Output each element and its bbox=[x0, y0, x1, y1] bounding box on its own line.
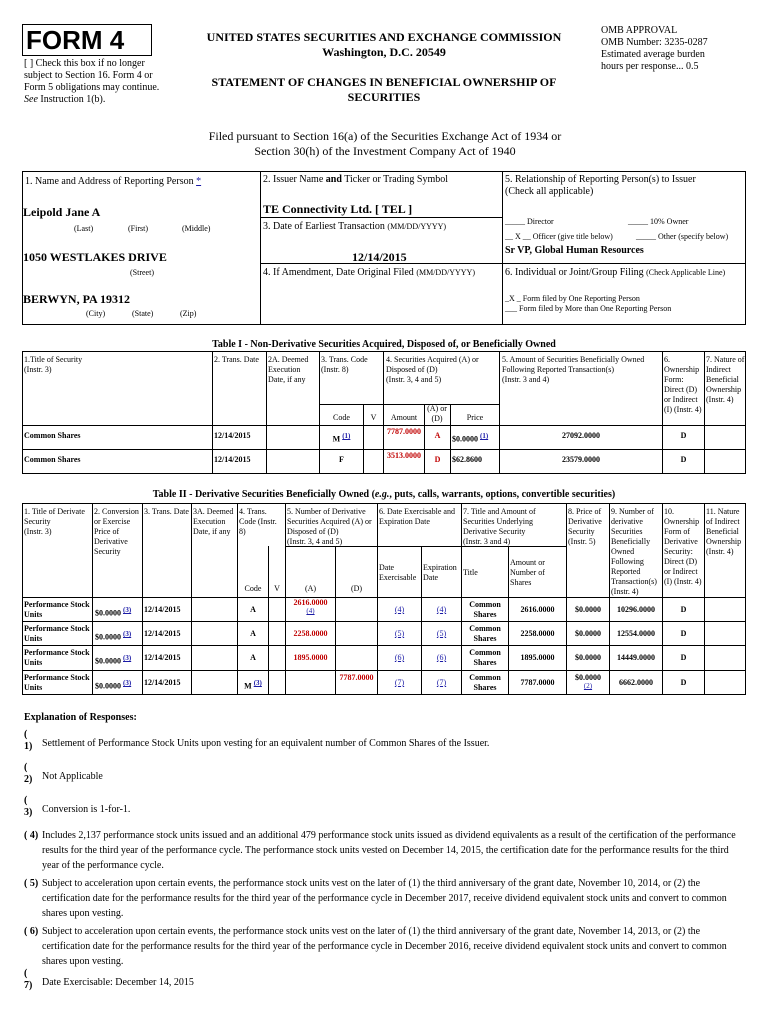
t2-row-underlying-title: Common Shares bbox=[469, 648, 501, 667]
note-number: ( 5) bbox=[24, 878, 39, 889]
t1-aord-header: (A) or (D) bbox=[427, 404, 447, 423]
omb-box bbox=[601, 25, 761, 73]
t2-row-underlying-title: Common Shares bbox=[469, 673, 501, 692]
t1-row-form: D bbox=[680, 431, 687, 440]
t2-row-date-ex[interactable]: (5) bbox=[394, 629, 405, 638]
more-person-option: ___ Form filed by More than One Reporting Person bbox=[505, 304, 672, 313]
t2-row-amount: 1895.0000 bbox=[520, 653, 555, 662]
t1-row-form: D bbox=[680, 455, 687, 464]
t2-h8: 8. Price of Derivative Security (Instr. 5) bbox=[568, 507, 602, 546]
t1-amount-header: Amount bbox=[390, 413, 418, 422]
explanation-title: Explanation of Responses: bbox=[24, 712, 137, 723]
t1-row-date: 12/14/2015 bbox=[214, 455, 251, 464]
footnote-link[interactable]: (3) bbox=[123, 606, 132, 614]
t2-row-conv: $0.0000 $^{(3)}$ bbox=[95, 606, 132, 618]
t2-row-form: D bbox=[680, 629, 687, 638]
t2-row-exp[interactable]: (4) bbox=[436, 605, 447, 614]
t1-row-code: F bbox=[339, 455, 344, 464]
t2-h11: 11. Nature of Indirect Beneficial Ownership (Instr. 4) bbox=[706, 507, 742, 556]
t1-row-ad: D bbox=[434, 455, 441, 464]
t2-h6: 6. Date Exercisable and Expiration Date bbox=[379, 507, 455, 526]
t2-row-date-ex[interactable]: (4) bbox=[394, 605, 405, 614]
city-line: BERWYN, PA 19312 bbox=[23, 292, 131, 306]
t2-title-header: Title bbox=[463, 568, 478, 577]
t1-h4: 4. Securities Acquired (A) or Disposed of (D) (Instr. 3, 4 and 5) bbox=[386, 355, 479, 384]
earliest-date: 12/14/2015 bbox=[352, 250, 407, 264]
t2-h3: 3. Trans. Date bbox=[144, 507, 189, 516]
t1-h7: 7. Nature of Indirect Beneficial Ownership (Instr. 4) bbox=[706, 355, 745, 404]
t2-row-conv: $0.0000 $^{(3)}$ bbox=[95, 679, 132, 691]
t2-row-underlying-title: Common Shares bbox=[469, 624, 501, 643]
note-number-value: 2 bbox=[24, 774, 29, 785]
t1-h6: 6. Ownership Form: Direct (D) or Indirect (I) (Instr. 4) bbox=[664, 355, 702, 414]
t2-h5: 5. Number of Derivative Securities Acquired (A) or Disposed of (D) (Instr. 3, 4 and 5) bbox=[287, 507, 372, 546]
t1-row-owned: 23579.0000 bbox=[562, 455, 600, 464]
note-number: ( 4) bbox=[24, 830, 39, 841]
t2-row-price: $0.0000 bbox=[575, 605, 601, 614]
t1-row-date: 12/14/2015 bbox=[214, 431, 251, 440]
t2-h4: 4. Trans. Code (Instr. 8) bbox=[239, 507, 277, 536]
t2-h3a: 3A. Deemed Execution Date, if any bbox=[193, 507, 234, 536]
t2-row-form: D bbox=[680, 653, 687, 662]
t2-h1: 1. Title of Derivate Security (Instr. 3) bbox=[24, 507, 85, 536]
note-number-value: 4 bbox=[29, 830, 35, 841]
street-label: (Street) bbox=[130, 268, 154, 277]
street-address: 1050 WESTLAKES DRIVE bbox=[23, 250, 167, 264]
form-title: FORM 4 bbox=[26, 25, 125, 55]
agency-name: UNITED STATES SECURITIES AND EXCHANGE COMMISSION bbox=[206, 30, 562, 44]
t2-d-header: (D) bbox=[350, 584, 363, 593]
t1-h3: 3. Trans. Code (Instr. 8) bbox=[321, 355, 368, 374]
t2-row-form: D bbox=[680, 678, 687, 687]
t2-row-title: Performance Stock Units bbox=[24, 673, 90, 692]
t2-row-acquired-footnote[interactable]: (4) bbox=[306, 607, 315, 615]
t1-h2: 2. Trans. Date bbox=[214, 355, 259, 364]
t1-row-price: $62.8600 bbox=[452, 455, 482, 464]
t2-row-acquired: 2258.0000 bbox=[293, 629, 328, 638]
footnote-link[interactable]: (3) bbox=[123, 679, 132, 687]
note-text: Subject to acceleration upon certain events, the performance stock units vest on the later of (1) the third anniversary of the grant date, November 10, 2014, or (2) the certification date for the performance results for the third year of the performance cycle in December 2017, receive dividend equivalent stock units and convert to common shares upon vesting. bbox=[42, 878, 727, 919]
t1-row-title: Common Shares bbox=[24, 455, 81, 464]
t2-row-code: A bbox=[250, 629, 256, 638]
t2-row-amount: 7787.0000 bbox=[520, 678, 555, 687]
t2-amt-header: Amount or Number of Shares bbox=[510, 558, 545, 587]
box3-label: 3. Date of Earliest Transaction (MM/DD/YYYY) bbox=[263, 221, 447, 232]
box4-label: 4. If Amendment, Date Original Filed (MM/DD/YYYY) bbox=[263, 267, 475, 278]
t2-row-price: $0.0000 bbox=[575, 673, 601, 682]
t2-row-owned: 12554.0000 bbox=[617, 629, 655, 638]
t1-h1: 1.Title of Security (Instr. 3) bbox=[24, 355, 83, 374]
note-number: ( 6) bbox=[24, 926, 39, 937]
note-number: ( 1) bbox=[24, 729, 33, 752]
director-option: _____ Director bbox=[505, 217, 554, 226]
t2-exp-header: Expiration Date bbox=[423, 563, 457, 582]
t2-row-acquired: 1895.0000 bbox=[293, 653, 328, 662]
box1-footnote-link[interactable]: * bbox=[196, 176, 202, 187]
filed-line-2: Section 30(h) of the Investment Company Act of 1940 bbox=[254, 144, 516, 158]
note-text: Date Exercisable: December 14, 2015 bbox=[42, 977, 194, 988]
t2-row-title: Performance Stock Units bbox=[24, 624, 90, 643]
box6-label: 6. Individual or Joint/Group Filing (Check Applicable Line) bbox=[505, 267, 726, 278]
t2-row-exp[interactable]: (5) bbox=[436, 629, 447, 638]
note-number-value: 3 bbox=[24, 807, 29, 818]
note-number: ( 3) bbox=[24, 795, 33, 818]
see-label: See bbox=[24, 94, 38, 105]
filed-line-1: Filed pursuant to Section 16(a) of the Securities Exchange Act of 1934 or bbox=[208, 129, 562, 143]
statement-title: STATEMENT OF CHANGES IN BENEFICIAL OWNERSHIP OF SECURITIES bbox=[211, 75, 557, 104]
one-person-option: _X _ Form filed by One Reporting Person bbox=[505, 294, 640, 303]
note-number: ( 7) bbox=[24, 968, 33, 991]
omb-title: OMB APPROVAL bbox=[601, 25, 678, 36]
t2-h2: 2. Conversion or Exercise Price of Derivative Security bbox=[94, 507, 139, 556]
t2-row-amount: 2258.0000 bbox=[520, 629, 555, 638]
table2-title: Table II - Derivative Securities Beneficially Owned (e.g., puts, calls, warrants, options, convertible securities) bbox=[152, 489, 616, 500]
t1-h2a: 2A. Deemed Execution Date, if any bbox=[268, 355, 309, 384]
t1-row-code: M $^{(1)}$ bbox=[332, 432, 351, 444]
note-text: Not Applicable bbox=[42, 771, 103, 782]
t2-row-date: 12/14/2015 bbox=[144, 605, 181, 614]
check-box-text bbox=[24, 58, 172, 106]
reporter-name: Leipold Jane A bbox=[23, 205, 101, 219]
instruction-label: Instruction 1(b). bbox=[40, 94, 106, 105]
note-number-value: 5 bbox=[29, 878, 35, 889]
table1-title: Table I - Non-Derivative Securities Acquired, Disposed of, or Beneficially Owned bbox=[212, 339, 556, 350]
note-text: Subject to acceleration upon certain events, the performance stock units vest on the later of (1) the third anniversary of the grant date, November 14, 2013, or (2) the certification date for the performance results for the third year of the performance cycle in December 2016, receive dividend equivalent stock units and convert to common shares upon vesting. bbox=[42, 926, 727, 967]
t1-row-owned: 27092.0000 bbox=[562, 431, 600, 440]
t2-row-code: M $^{(3)}$ bbox=[244, 679, 262, 691]
t2-row-owned: 6662.0000 bbox=[619, 678, 653, 687]
note-text: Includes 2,137 performance stock units issued and an additional 479 performance stock units issued as dividend equivalents as a result of the certification of the performance results for the third year of the performance cycle. The performance stock units vested on December 14, 2015, the certification date for the performance results for the third year of the performance cycle. bbox=[42, 830, 736, 871]
omb-number: OMB Number: 3235-0287 bbox=[601, 37, 708, 48]
t2-row-title: Performance Stock Units bbox=[24, 600, 90, 619]
t2-row-code: A bbox=[250, 605, 256, 614]
omb-hours: hours per response... 0.5 bbox=[601, 61, 699, 72]
t2-h9: 9. Number of derivative Securities Beneficially Owned Following Reported Transaction(s) (Instr. 4) bbox=[611, 507, 657, 596]
filed-pursuant bbox=[150, 129, 620, 159]
t1-row-ad: A bbox=[434, 431, 441, 440]
t2-row-conv: $0.0000 $^{(3)}$ bbox=[95, 630, 132, 642]
middle-label: (Middle) bbox=[182, 224, 211, 233]
ten-pct-option: _____ 10% Owner bbox=[628, 217, 689, 226]
last-label: (Last) bbox=[74, 224, 94, 233]
t2-row-price-footnote[interactable]: (2) bbox=[583, 682, 593, 690]
t1-price-header: Price bbox=[466, 413, 484, 422]
agency-location: Washington, D.C. 20549 bbox=[322, 45, 446, 59]
note-number: ( 2) bbox=[24, 762, 33, 785]
t2-row-exp[interactable]: (6) bbox=[436, 653, 447, 662]
t2-row-owned: 10296.0000 bbox=[617, 605, 655, 614]
t1-row-amount: 3513.0000 bbox=[387, 451, 421, 460]
t2-code-header: Code bbox=[244, 584, 262, 593]
t2-h7: 7. Title and Amount of Securities Underlying Derivative Security (Instr. 3 and 4) bbox=[463, 507, 536, 546]
t2-row-disposed: 7787.0000 bbox=[339, 673, 374, 682]
footnote-link[interactable]: (1) bbox=[342, 432, 351, 440]
t2-date-ex-header: Date Exercisable bbox=[379, 563, 417, 582]
footnote-link[interactable]: (1) bbox=[480, 432, 489, 440]
note-text: Conversion is 1-for-1. bbox=[42, 804, 131, 815]
first-label: (First) bbox=[128, 224, 148, 233]
t1-row-price: $0.0000 $^{(1)}$ bbox=[452, 432, 489, 444]
t1-row-title: Common Shares bbox=[24, 431, 81, 440]
t2-row-conv: $0.0000 $^{(3)}$ bbox=[95, 654, 132, 666]
check-box-label: [ ] Check this box if no longer subject to Section 16. Form 4 or Form 5 obligations may continue. bbox=[24, 58, 160, 93]
box1-label: 1. Name and Address of Reporting Person * bbox=[25, 176, 202, 187]
t1-h5: 5. Amount of Securities Beneficially Owned Following Reported Transaction(s) (Instr. 3 and 4) bbox=[502, 355, 645, 384]
t2-v-header: V bbox=[274, 584, 280, 593]
t2-row-acquired: 2616.0000 bbox=[293, 598, 328, 607]
t2-row-date-ex[interactable]: (6) bbox=[394, 653, 405, 662]
t2-row-form: D bbox=[680, 605, 687, 614]
footnote-link[interactable]: (3) bbox=[123, 630, 132, 638]
other-option: _____ Other (specify below) bbox=[636, 232, 729, 241]
t2-row-code: A bbox=[250, 653, 256, 662]
t2-row-date: 12/14/2015 bbox=[144, 629, 181, 638]
t2-h10: 10. Ownership Form of Derivative Security: Direct (D) or Indirect (I) (Instr. 4) bbox=[664, 507, 702, 586]
issuer-name: TE Connectivity Ltd. [ TEL ] bbox=[263, 202, 413, 216]
t2-row-price: $0.0000 bbox=[575, 653, 601, 662]
omb-burden: Estimated average burden bbox=[601, 49, 705, 60]
note-number-value: 7 bbox=[24, 980, 29, 991]
t2-row-exp[interactable]: (7) bbox=[436, 678, 447, 687]
t1-row-amount: 7787.0000 bbox=[387, 427, 421, 436]
officer-title: Sr VP, Global Human Resources bbox=[505, 245, 644, 256]
box5-label: 5. Relationship of Reporting Person(s) to Issuer (Check all applicable) bbox=[505, 174, 696, 197]
t2-row-title: Performance Stock Units bbox=[24, 648, 90, 667]
officer-option: __ X __ Officer (give title below) bbox=[505, 232, 613, 241]
t1-code-header: Code bbox=[333, 413, 350, 422]
footnote-link[interactable]: (3) bbox=[123, 654, 132, 662]
note-number-value: 1 bbox=[24, 741, 29, 752]
t2-row-price: $0.0000 bbox=[575, 629, 601, 638]
t1-v-header: V bbox=[370, 413, 377, 422]
t2-row-date: 12/14/2015 bbox=[144, 678, 181, 687]
footnote-link[interactable]: (3) bbox=[253, 679, 262, 687]
t2-a-header: (A) bbox=[304, 584, 317, 593]
t2-row-underlying-title: Common Shares bbox=[469, 600, 501, 619]
t2-row-owned: 14449.0000 bbox=[617, 653, 655, 662]
t2-row-date-ex[interactable]: (7) bbox=[394, 678, 405, 687]
city-label: (City) bbox=[86, 309, 106, 318]
note-text: Settlement of Performance Stock Units upon vesting for an equivalent number of Common Shares of the Issuer. bbox=[42, 738, 490, 749]
state-label: (State) bbox=[132, 309, 154, 318]
t2-row-date: 12/14/2015 bbox=[144, 653, 181, 662]
zip-label: (Zip) bbox=[180, 309, 197, 318]
note-number-value: 6 bbox=[29, 926, 35, 937]
box2-label: 2. Issuer Name and Ticker or Trading Symbol bbox=[263, 174, 449, 185]
t2-row-amount: 2616.0000 bbox=[520, 605, 555, 614]
